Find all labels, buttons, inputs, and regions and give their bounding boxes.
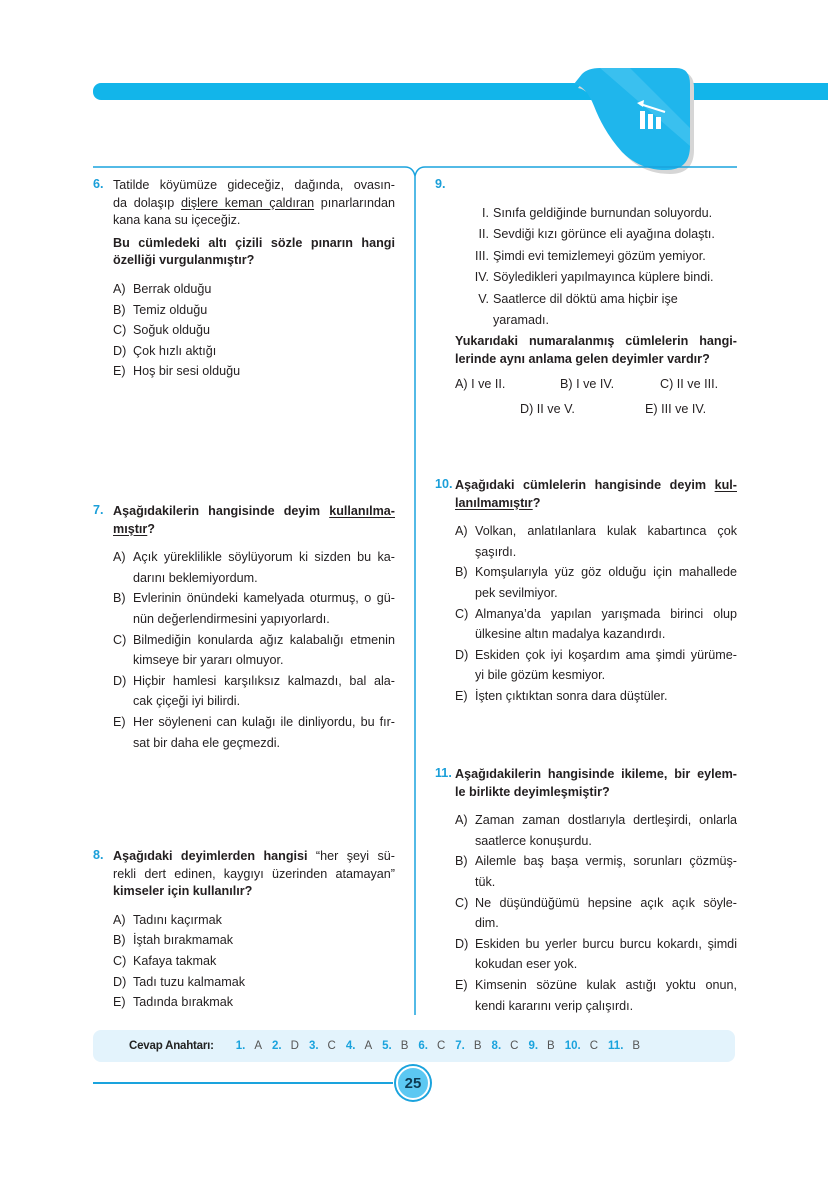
question-8 — [93, 848, 395, 1013]
question-6 — [93, 177, 395, 382]
option-letter: C) — [455, 895, 469, 910]
question-body — [113, 848, 395, 1013]
sentence — [455, 224, 737, 245]
answer-options — [113, 279, 395, 382]
sentence-number: V. — [478, 291, 489, 306]
stem-line — [113, 195, 395, 213]
option-d[interactable] — [113, 671, 395, 712]
sentence-number: III. — [475, 248, 489, 263]
question-stem — [113, 177, 395, 270]
stem-line — [455, 495, 737, 513]
stem-line — [113, 503, 395, 521]
answer-key-answer: B — [547, 1040, 555, 1052]
question-number: 7. — [93, 503, 104, 517]
stem-text: Bu cümledeki altı çizili sözle pınarın hangi — [113, 235, 395, 250]
option-text: cak çiçeği iyi bilirdi. — [133, 694, 241, 709]
question-stem — [455, 477, 737, 512]
option-c[interactable] — [113, 320, 395, 341]
option-text: Volkan, anlatılanlara kulak kabartınca çok — [475, 524, 737, 539]
stem-line — [113, 866, 395, 884]
question-11 — [435, 766, 737, 1016]
answer-key-number: 1. — [235, 1040, 246, 1052]
option-a[interactable] — [113, 910, 395, 931]
stem-text: le birlikte deyimleşmiştir? — [455, 784, 610, 799]
numbered-sentences — [455, 203, 737, 331]
option-letter: C) — [113, 953, 127, 968]
option-text: Çok hızlı aktığı — [133, 343, 217, 358]
answer-options — [455, 521, 737, 706]
stem-text: kana kana su içeceğiz. — [113, 213, 241, 228]
option-text: saatlerce konuşurdu. — [475, 833, 592, 848]
option-letter: B) — [113, 302, 126, 317]
answer-key-answer: A — [364, 1040, 373, 1052]
stem-text: özelliği vurgulanmıştır? — [113, 253, 255, 268]
question-9 — [435, 177, 737, 427]
option-b[interactable] — [455, 851, 737, 892]
option-letter: B) — [113, 591, 126, 606]
option-e[interactable] — [113, 361, 395, 382]
underlined-text: kul- — [714, 478, 737, 492]
stem-line — [455, 477, 737, 495]
answer-key-number: 7. — [455, 1040, 465, 1052]
option-e[interactable] — [113, 712, 395, 753]
option-text: Tadını kaçırmak — [133, 912, 222, 927]
option-letter: D) — [113, 343, 127, 358]
option-c[interactable] — [455, 893, 737, 934]
stem-line — [113, 521, 395, 539]
question-number: 10. — [435, 477, 453, 491]
answer-key-answer: C — [510, 1040, 519, 1052]
option-letter: A) — [113, 550, 126, 565]
answer-key-number: 5. — [382, 1040, 392, 1052]
question-7 — [93, 503, 395, 753]
answer-key-number: 9. — [528, 1040, 539, 1052]
stem-text: Tatilde köyümüze gideceğiz, dağında, ovasın- — [113, 178, 395, 192]
option-a[interactable]: A) I ve II. — [455, 376, 506, 391]
option-text: kimseye bir yararı olmuyor. — [133, 653, 284, 668]
option-c[interactable]: C) II ve III. — [660, 376, 719, 391]
stem-text: ? — [532, 495, 541, 510]
stem-paragraph — [113, 848, 395, 901]
option-text: yi bile gözüm kesmiyor. — [475, 668, 606, 683]
option-d[interactable] — [455, 934, 737, 975]
option-e[interactable] — [455, 686, 737, 707]
option-letter: A) — [455, 813, 468, 828]
stem-text: da dolaşıp — [113, 195, 181, 210]
option-letter: B) — [455, 854, 468, 869]
option-letter: E) — [455, 688, 468, 703]
option-text: Zaman zaman dostlarıyla dertleşirdi, onlarla — [475, 813, 737, 828]
answer-key-answer: B — [473, 1040, 482, 1052]
option-text: kendi kararını verip çalışırdı. — [475, 998, 634, 1013]
option-text: Ne düşündüğümü hepsine açık açık söyle- — [475, 895, 737, 910]
option-text: tük. — [475, 874, 496, 889]
stem-line — [113, 252, 395, 270]
option-text: Eskiden çok iyi koşardım ama şimdi yürüme- — [475, 647, 737, 662]
question-stem — [113, 503, 395, 538]
question-stem — [455, 766, 737, 801]
option-a[interactable] — [113, 279, 395, 300]
option-d[interactable] — [113, 341, 395, 362]
option-d[interactable] — [455, 645, 737, 686]
option-text: nün değerlendirmesini yapıyorlardı. — [133, 611, 330, 626]
option-e[interactable] — [113, 992, 395, 1013]
option-text: Soğuk olduğu — [133, 323, 211, 338]
option-letter: D) — [113, 673, 127, 688]
stem-text: rekli dert edinen, kaygıyı üzerinden atamayan” — [113, 866, 395, 881]
option-text: darını beklemiyordum. — [133, 570, 258, 585]
option-text: Her söyleneni can kulağı ile dinliyordu, bu fır- — [133, 714, 395, 729]
option-letter: C) — [113, 632, 127, 647]
option-text: Ailemle baş başa vermiş, sorunları çözmüş- — [475, 854, 737, 869]
sentence — [455, 289, 737, 332]
sentence-text: Söyledikleri yapılmayınca küplere bindi. — [493, 270, 714, 285]
option-text: İştah bırakmamak — [133, 933, 234, 948]
stem-line — [113, 883, 395, 901]
option-text: Eskiden bu yerler burcu burcu kokardı, şimdi — [475, 936, 737, 951]
option-text: Hoş bir sesi olduğu — [133, 364, 241, 379]
stem-paragraph — [455, 766, 737, 801]
option-b[interactable] — [113, 300, 395, 321]
option-d[interactable] — [113, 972, 395, 993]
answer-key-number: 4. — [345, 1040, 356, 1052]
footer-line — [93, 1082, 393, 1084]
option-text: Hiçbir hamlesi karşılıksız kalmazdı, bal ala- — [133, 673, 395, 688]
underlined-text: kullanılma- — [329, 504, 395, 518]
answer-options — [455, 810, 737, 1016]
sentence-text: Şimdi evi temizlemeyi gözüm yemiyor. — [493, 248, 706, 263]
stem-text: kimseler için kullanılır? — [113, 884, 253, 899]
sentence-number: I. — [482, 206, 489, 220]
question-body — [113, 503, 395, 753]
option-letter: E) — [113, 995, 126, 1010]
question-number: 6. — [93, 177, 104, 191]
answer-key-answer: C — [327, 1040, 336, 1052]
option-e[interactable] — [455, 975, 737, 1016]
answer-key-answer: D — [290, 1040, 299, 1052]
sentence-text: Sevdiği kızı görünce eli ayağına dolaştı. — [493, 227, 715, 242]
option-a[interactable] — [455, 810, 737, 851]
answer-key-label: Cevap Anahtarı: — [129, 1040, 214, 1052]
option-text: Tadında bırakmak — [133, 995, 234, 1010]
page-number: 25 — [396, 1066, 430, 1100]
answer-key — [93, 1030, 735, 1062]
question-10 — [435, 477, 737, 707]
option-letter: A) — [113, 912, 126, 927]
answer-key-answer: A — [254, 1040, 263, 1052]
option-text: Tadı tuzu kalmamak — [133, 974, 245, 989]
option-e[interactable]: E) III ve IV. — [645, 401, 707, 416]
stem-text: Aşağıdaki cümlelerin hangisinde deyim — [455, 478, 715, 492]
question-stem — [113, 848, 395, 901]
option-d[interactable]: D) II ve V. — [520, 401, 575, 416]
answer-options — [455, 377, 737, 427]
sentence-number: IV. — [474, 270, 489, 285]
underlined-text: dişlere keman çaldıran — [181, 195, 315, 210]
option-a[interactable] — [455, 521, 737, 562]
stem-line: lerinde aynı anlama gelen deyimler vardır? — [455, 352, 710, 367]
answer-key-number: 2. — [272, 1040, 282, 1052]
sentence — [455, 267, 737, 288]
option-a[interactable] — [113, 547, 395, 588]
option-b[interactable] — [455, 562, 737, 603]
option-text: pek sevilmiyor. — [475, 585, 558, 600]
stem-paragraph — [113, 177, 395, 230]
stem-text: Aşağıdaki deyimlerden hangisi — [113, 849, 316, 863]
option-text: Berrak olduğu — [133, 281, 212, 296]
stem-line — [113, 235, 395, 253]
answer-key-number: 11. — [608, 1040, 624, 1052]
answer-key-number: 10. — [564, 1040, 581, 1052]
question-body — [455, 766, 737, 1016]
sentence-number: II. — [478, 227, 489, 242]
sentence-text: Saatlerce dil döktü ama hiçbir işe yaramadı. — [492, 291, 678, 328]
stem-text: pınarlarından — [314, 195, 395, 210]
stem-text: ? — [147, 521, 155, 536]
question-number: 9. — [435, 177, 446, 191]
question-body — [113, 177, 395, 382]
option-letter: C) — [455, 606, 469, 621]
answer-options — [113, 547, 395, 753]
stem-line — [113, 212, 395, 230]
option-b[interactable] — [113, 930, 395, 951]
answer-options — [113, 910, 395, 1013]
stem-line — [113, 848, 395, 866]
question-number: 11. — [435, 766, 452, 780]
answer-key-number: 8. — [491, 1040, 502, 1052]
option-text: Kafaya takmak — [133, 953, 217, 968]
answer-key-answer: B — [632, 1040, 641, 1052]
option-letter: B) — [455, 565, 468, 580]
underlined-text: lanılmamıştır — [455, 495, 533, 510]
stem-line — [455, 784, 737, 802]
option-c[interactable] — [113, 951, 395, 972]
stem-paragraph — [113, 503, 395, 538]
option-text: Komşularıyla yüz göz olduğu için mahallede — [475, 565, 737, 580]
underlined-text: mıştır — [113, 521, 148, 536]
stem-line — [455, 766, 737, 784]
sentence-text: Sınıfa geldiğinde burnundan soluyordu. — [493, 206, 713, 220]
option-c[interactable] — [455, 604, 737, 645]
option-text: İşten çıktıktan sonra dara düştüler. — [475, 688, 668, 703]
stem-text: “her şeyi sü- — [315, 849, 395, 863]
option-letter: C) — [113, 323, 127, 338]
stem-text: Aşağıdakilerin hangisinde deyim — [113, 504, 330, 518]
option-text: Bilmediğin konularda ağız kalabalığı etmenin — [133, 632, 395, 647]
option-letter: B) — [113, 933, 126, 948]
question-number: 8. — [93, 848, 104, 862]
option-letter: D) — [113, 974, 127, 989]
option-letter: A) — [113, 281, 126, 296]
answer-key-number: 6. — [418, 1040, 428, 1052]
option-letter: A) — [455, 524, 468, 539]
question-stem — [455, 333, 737, 368]
option-b[interactable]: B) I ve IV. — [560, 376, 615, 391]
stem-line — [113, 177, 395, 195]
answer-key-answer: C — [589, 1040, 599, 1052]
option-text: ülkesine altın madalya kazandırdı. — [475, 627, 666, 642]
option-c[interactable] — [113, 630, 395, 671]
stem-paragraph — [113, 235, 395, 270]
option-letter: D) — [455, 936, 469, 951]
stem-text: Aşağıdakilerin hangisinde ikileme, bir eylem- — [455, 767, 737, 781]
option-letter: E) — [113, 714, 126, 729]
option-text: Açık yüreklilikle söylüyorum ki sizden bu ka- — [133, 550, 395, 565]
option-text: dim. — [475, 916, 499, 931]
option-text: Kimsenin sözüne kulak astığı yoktu onun, — [475, 977, 737, 992]
answer-key-answer: B — [400, 1040, 409, 1052]
option-text: Almanya’da yapılan yarışmada birinci olup — [475, 606, 737, 621]
option-letter: D) — [455, 647, 469, 662]
answer-key-answer: C — [436, 1040, 446, 1052]
sentence — [455, 203, 737, 224]
question-body — [455, 477, 737, 707]
option-text: kokudan eser yok. — [475, 957, 578, 972]
stem-line: Yukarıdaki numaralanmış cümlelerin hangi- — [455, 334, 737, 349]
option-b[interactable] — [113, 588, 395, 629]
option-text: Evlerinin önündeki kamelyada oturmuş, o gü- — [133, 591, 395, 606]
option-text: sat bir daha ele geçmezdi. — [133, 735, 281, 750]
option-letter: E) — [113, 364, 126, 379]
stem-paragraph — [455, 477, 737, 512]
sentence — [455, 246, 737, 267]
option-letter: E) — [455, 977, 468, 992]
answer-key-number: 3. — [308, 1040, 319, 1052]
option-text: Temiz olduğu — [133, 302, 208, 317]
option-text: şaşırdı. — [475, 544, 517, 559]
